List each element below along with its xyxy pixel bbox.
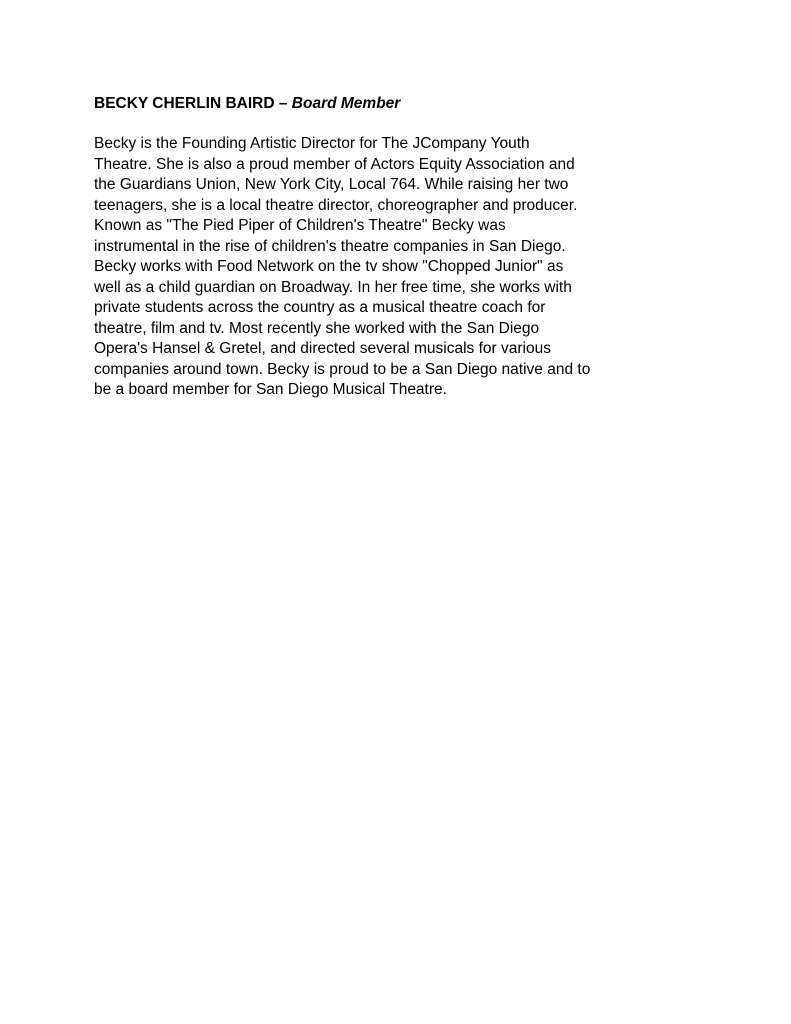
bio-paragraph	[94, 134, 714, 401]
bio-line: companies around town. Becky is proud to be a San Diego native and to	[94, 360, 591, 378]
person-role: Board Member	[291, 95, 401, 112]
bio-line: Opera's Hansel & Gretel, and directed several musicals for various	[94, 340, 551, 357]
bio-line: Theatre. She is also a proud member of Actors Equity Association and	[94, 155, 575, 173]
person-name: BECKY CHERLIN BAIRD	[94, 95, 275, 112]
bio-line: Becky works with Food Network on the tv show "Chopped Junior" as	[94, 258, 564, 275]
bio-line: the Guardians Union, New York City, Local 764. While raising her two	[94, 176, 569, 193]
bio-line: teenagers, she is a local theatre director, choreographer and producer.	[94, 196, 578, 214]
bio-line: Becky is the Founding Artistic Director for The JCompany Youth	[94, 135, 530, 152]
bio-line: well as a child guardian on Broadway. In her free time, she works with	[94, 278, 572, 296]
bio-line: private students across the country as a musical theatre coach for	[94, 299, 546, 316]
bio-line: instrumental in the rise of children's theatre companies in San Diego.	[94, 237, 566, 255]
bio-heading	[94, 94, 714, 114]
bio-line: be a board member for San Diego Musical Theatre.	[94, 381, 447, 398]
document-content	[94, 94, 714, 401]
bio-line: theatre, film and tv. Most recently she worked with the San Diego	[94, 319, 540, 337]
heading-separator: –	[274, 95, 292, 112]
bio-line: Known as "The Pied Piper of Children's Theatre" Becky was	[94, 217, 506, 234]
